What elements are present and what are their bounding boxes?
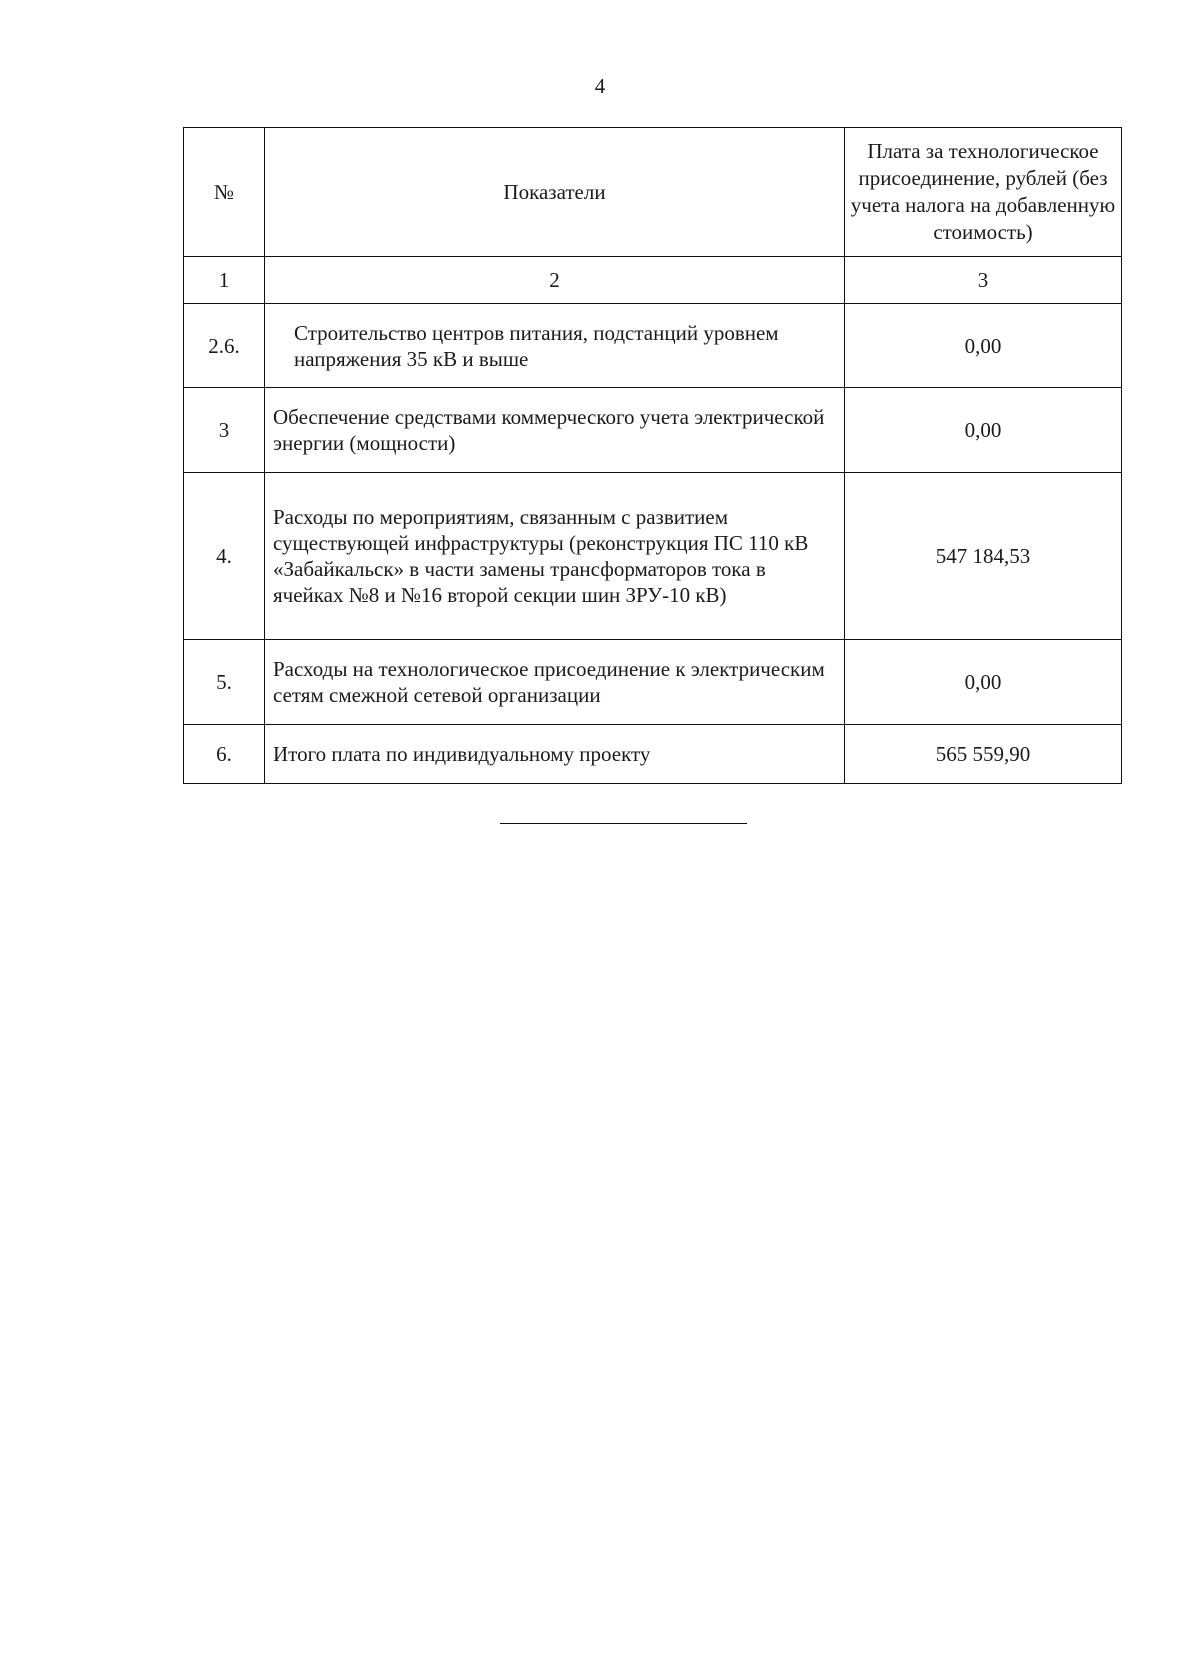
row-indicator: Итого плата по индивидуальному проекту [265,725,845,784]
column-index: 2 [265,257,845,304]
row-indicator: Обеспечение средствами коммерческого учета электрической энергии (мощности) [265,388,845,473]
header-number: № [184,128,265,257]
table-row [184,304,1122,388]
connection-fee-table [183,127,1122,784]
row-fee: 0,00 [845,304,1122,388]
table-row [184,388,1122,473]
row-indicator: Расходы на технологическое присоединение к электрическим сетям смежной сетевой организации [265,640,845,725]
table-row [184,640,1122,725]
row-number: 3 [184,388,265,473]
row-fee: 565 559,90 [845,725,1122,784]
end-of-document-rule [500,823,747,824]
row-indicator: Строительство центров питания, подстанций уровнем напряжения 35 кВ и выше [265,304,845,388]
row-fee: 0,00 [845,388,1122,473]
header-indicators: Показатели [265,128,845,257]
header-fee: Плата за технологическое присоединение, рублей (без учета налога на добавленную стоимость) [845,128,1122,257]
row-number: 4. [184,473,265,640]
table-row [184,473,1122,640]
row-indicator: Расходы по мероприятиям, связанным с развитием существующей инфраструктуры (реконструкция ПС 110 кВ «Забайкальск» в части замены трансформаторов тока в ячейках №8 и №16 второй секции шин ЗРУ-10 кВ) [265,473,845,640]
row-number: 2.6. [184,304,265,388]
table-header-row [184,128,1122,257]
row-fee: 0,00 [845,640,1122,725]
table-row-total [184,725,1122,784]
page-number: 4 [594,74,606,98]
row-number: 5. [184,640,265,725]
column-index-row [184,257,1122,304]
column-index: 1 [184,257,265,304]
column-index: 3 [845,257,1122,304]
row-number: 6. [184,725,265,784]
row-fee: 547 184,53 [845,473,1122,640]
